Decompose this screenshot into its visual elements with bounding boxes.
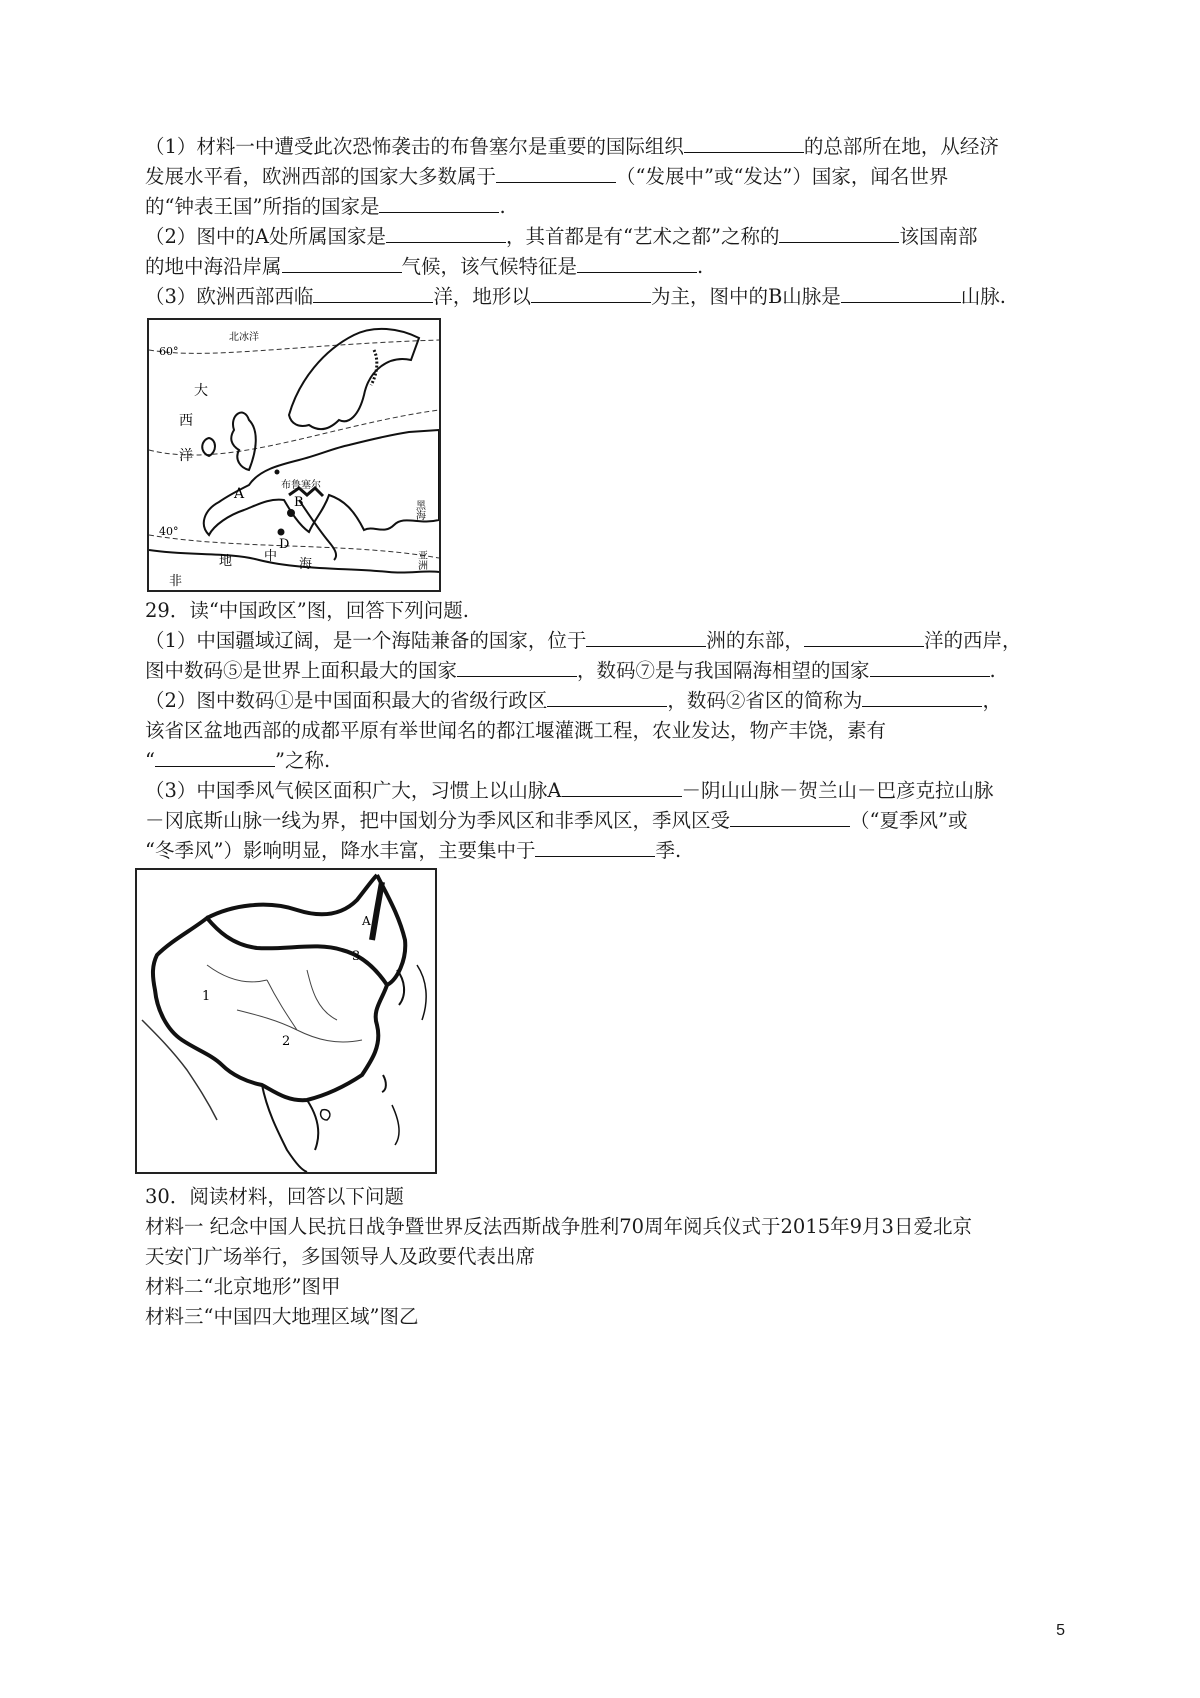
q29-p3-line3	[145, 836, 1065, 866]
answer-blank[interactable]	[313, 284, 433, 303]
q29-p1-line1	[145, 626, 1065, 656]
china-map	[135, 868, 437, 1174]
text: 的“钟表王国”所指的国家是	[145, 195, 380, 218]
answer-blank[interactable]	[386, 224, 506, 243]
point-d-label: D	[279, 537, 290, 552]
answer-blank[interactable]	[531, 284, 651, 303]
text: .	[499, 195, 506, 218]
text: ，数码②省区的简称为	[667, 689, 863, 712]
answer-blank[interactable]	[155, 748, 275, 767]
answer-blank[interactable]	[379, 194, 499, 213]
text: ”之称.	[274, 749, 331, 772]
answer-blank[interactable]	[870, 658, 990, 677]
text: “	[145, 749, 155, 772]
page-number: 5	[1056, 1622, 1065, 1639]
text: 洲的东部，	[706, 629, 804, 652]
text: 图中数码⑤是世界上面积最大的国家	[145, 659, 458, 682]
med-label-3: 海	[299, 557, 313, 572]
text: 的总部所在地，从经济	[803, 135, 999, 158]
text: ，数码⑦是与我国隔海相望的国家	[577, 659, 870, 682]
text: “冬季风”）影响明显，降水丰富，主要集中于	[145, 839, 536, 862]
q30-material2: 材料二“北京地形”图甲	[145, 1275, 341, 1298]
text: 为主，图中的B山脉是	[650, 285, 841, 308]
lat-60-label: 60°	[159, 345, 179, 358]
answer-blank[interactable]	[586, 628, 706, 647]
answer-blank[interactable]	[562, 778, 682, 797]
med-label-2: 中	[264, 549, 278, 564]
atlantic-label-3: 洋	[179, 448, 193, 464]
answer-blank[interactable]	[730, 808, 850, 827]
text: －阴山山脉－贺兰山－巴彦克拉山脉	[681, 779, 994, 802]
text: 该国南部	[899, 225, 978, 248]
text: 发展水平看，欧洲西部的国家大多数属于	[145, 165, 497, 188]
text: （2）图中的A处所属国家是	[145, 225, 386, 248]
q29-p2-line3	[145, 746, 1065, 776]
answer-blank[interactable]	[841, 284, 961, 303]
text: 山脉.	[960, 285, 1006, 308]
answer-blank[interactable]	[862, 688, 982, 707]
text: （3）欧洲西部西临	[145, 285, 314, 308]
q29-p1-line2	[145, 656, 1065, 686]
answer-blank[interactable]	[804, 628, 924, 647]
q28-p2-line2	[145, 252, 1065, 282]
text: 的地中海沿岸属	[145, 255, 282, 278]
atlantic-label-2: 西	[179, 413, 193, 429]
q29-p2-line2: 该省区盆地西部的成都平原有举世闻名的都江堰灌溉工程，农业发达，物产丰饶，素有	[145, 719, 887, 742]
answer-blank[interactable]	[496, 164, 616, 183]
q28-p2-line1	[145, 222, 1065, 252]
q28-p1-line1	[145, 132, 1065, 162]
text: 洋的西岸，	[923, 629, 1022, 652]
china-map-drawing	[137, 870, 435, 1172]
text: ，	[982, 689, 1002, 712]
text: （“夏季风”或	[850, 809, 968, 832]
answer-blank[interactable]	[547, 688, 667, 707]
china-map-number-2: 2	[282, 1034, 291, 1049]
text: （“发展中”或“发达”）国家，闻名世界	[616, 165, 949, 188]
q30-title: 30．阅读材料，回答以下问题	[145, 1185, 404, 1208]
brussels-label: 布鲁塞尔	[281, 480, 321, 491]
med-label-1: 地	[219, 554, 233, 569]
q29-title: 29．读“中国政区”图，回答下列问题.	[145, 599, 469, 622]
q28-p3-line1	[145, 282, 1065, 312]
answer-blank[interactable]	[457, 658, 577, 677]
black-sea-label: 黑海	[413, 500, 425, 520]
text: （1）中国疆域辽阔，是一个海陆兼备的国家，位于	[145, 629, 587, 652]
text: .	[989, 659, 996, 682]
answer-blank[interactable]	[684, 134, 804, 153]
china-map-number-1: 1	[202, 989, 211, 1004]
answer-blank[interactable]	[282, 254, 402, 273]
q30-material3: 材料三“中国四大地理区域”图乙	[145, 1305, 419, 1328]
atlantic-label-1: 大	[194, 383, 208, 399]
africa-label: 非	[169, 574, 183, 589]
q28-p1-line3	[145, 192, 1065, 222]
text: （2）图中数码①是中国面积最大的省级行政区	[145, 689, 548, 712]
text: .	[697, 255, 704, 278]
text: 季.	[655, 839, 682, 862]
answer-blank[interactable]	[577, 254, 697, 273]
q29-p3-line1	[145, 776, 1065, 806]
answer-blank[interactable]	[535, 838, 655, 857]
text: 洋，地形以	[433, 285, 531, 308]
text: （3）中国季风气候区面积广大，习惯上以山脉A	[145, 779, 562, 802]
q28-p1-line2	[145, 162, 1065, 192]
text: （1）材料一中遭受此次恐怖袭击的布鲁塞尔是重要的国际组织	[145, 135, 684, 158]
arctic-ocean-label: 北冰洋	[229, 332, 259, 343]
asia-label: 亚洲	[415, 550, 427, 570]
q29-p2-line1	[145, 686, 1065, 716]
europe-map-drawing	[149, 320, 439, 590]
china-map-label-a: A	[362, 914, 371, 928]
text: 气候，该气候特征是	[401, 255, 578, 278]
q29-p3-line2	[145, 806, 1065, 836]
lat-40-label: 40°	[159, 525, 179, 538]
answer-blank[interactable]	[779, 224, 899, 243]
text: ，其首都是有“艺术之都”之称的	[506, 225, 780, 248]
point-b-label: B	[294, 495, 304, 510]
europe-map	[147, 318, 441, 592]
q30-material1-line2: 天安门广场举行，多国领导人及政要代表出席	[145, 1245, 536, 1268]
china-map-number-3: 3	[352, 949, 361, 964]
point-a-label: A	[234, 486, 245, 502]
text: －冈底斯山脉一线为界，把中国划分为季风区和非季风区，季风区受	[145, 809, 731, 832]
q30-material1-line1: 材料一 纪念中国人民抗日战争暨世界反法西斯战争胜利70周年阅兵仪式于2015年9月3日爱北京	[145, 1215, 972, 1238]
